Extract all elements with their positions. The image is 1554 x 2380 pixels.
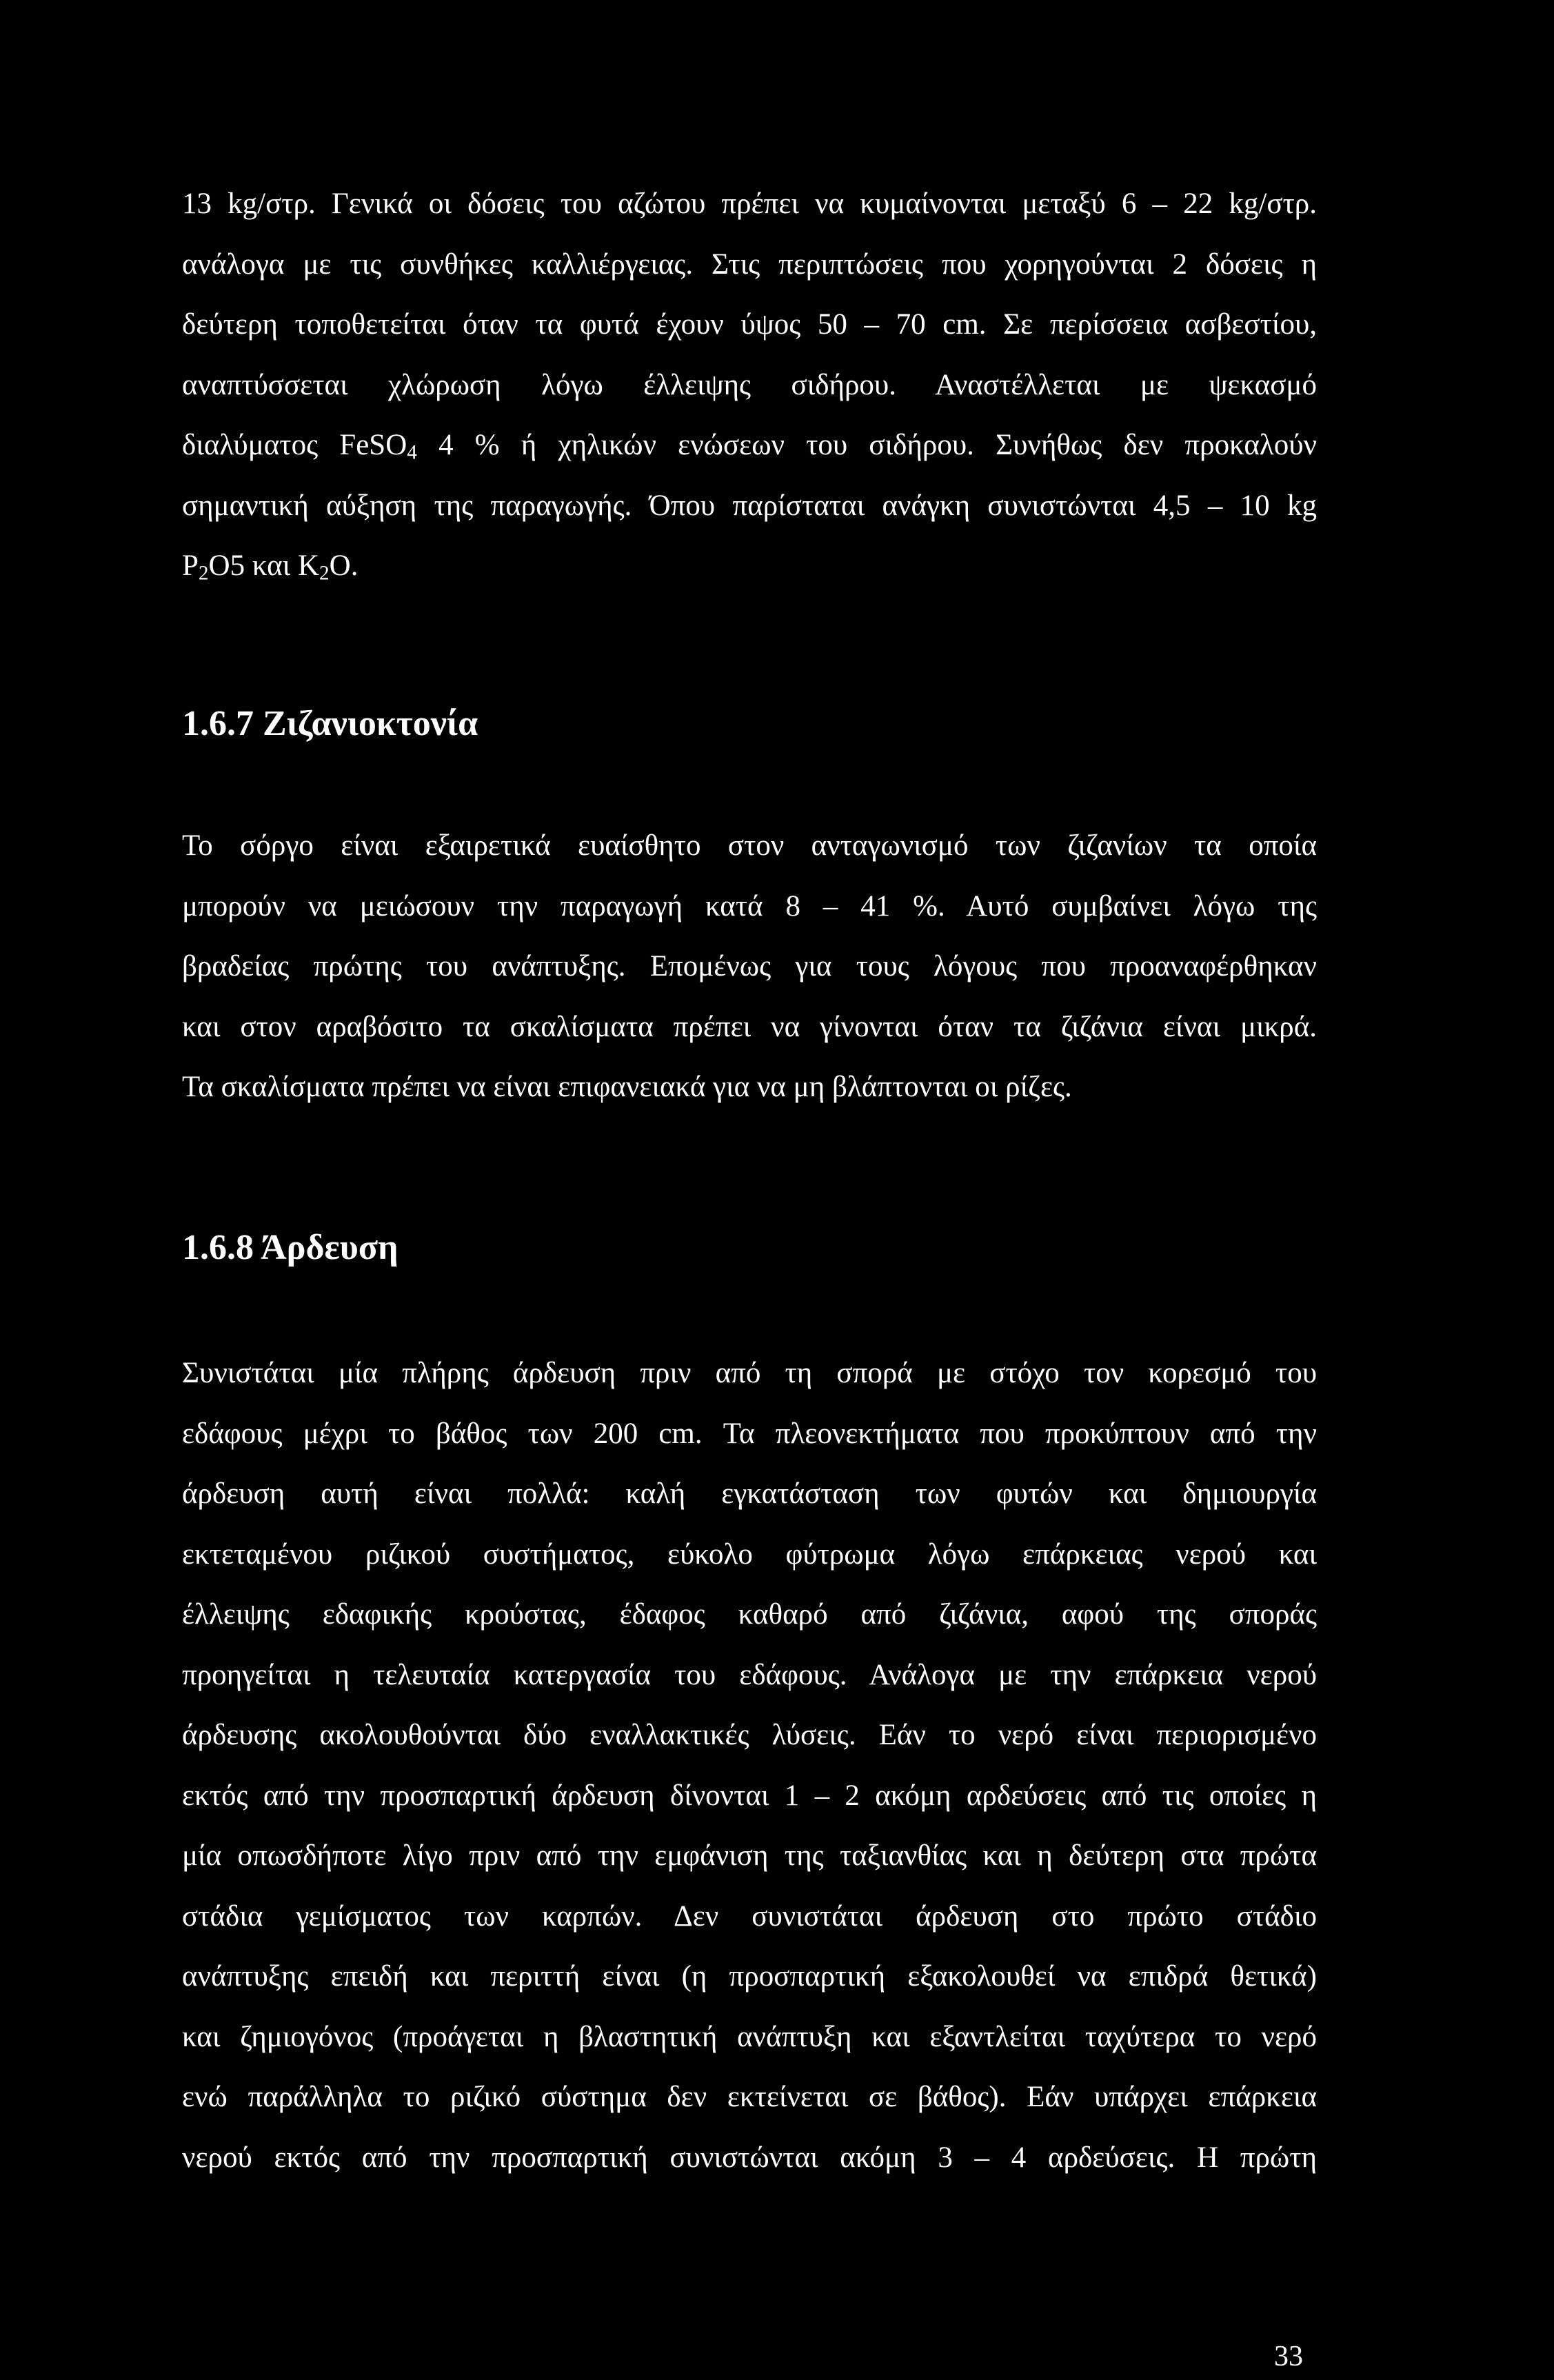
text-line: μπορούν να μειώσουν την παραγωγή κατά 8 – 41 %. Αυτό συμβαίνει λόγω της [182, 889, 1317, 922]
paragraph-weed-control [182, 816, 1317, 1118]
text-line: βραδείας πρώτης του ανάπτυξης. Επομένως για τους λόγους που προαναφέρθηκαν [182, 950, 1317, 982]
text-line: έλλειψης εδαφικής κρούστας, έδαφος καθαρό από ζιζάνια, αφού της σποράς [182, 1598, 1317, 1631]
text-line: εδάφους μέχρι το βάθος των 200 cm. Τα πλεονεκτήματα που προκύπτουν από την [182, 1417, 1317, 1450]
text-line: εκτός από την προσπαρτική άρδευση δίνονται 1 – 2 ακόμη αρδεύσεις από τις οποίες η [182, 1779, 1317, 1812]
section-heading-weed-control: 1.6.7 Ζιζανιοκτονία [182, 704, 478, 743]
text-line: σημαντική αύξηση της παραγωγής. Όπου παρίσταται ανάγκη συνιστώνται 4,5 – 10 kg [182, 489, 1317, 522]
text-line: νερού εκτός από την προσπαρτική συνιστώνται ακόμη 3 – 4 αρδεύσεις. Η πρώτη [182, 2141, 1317, 2174]
text-line: στάδια γεμίσματος των καρπών. Δεν συνιστάται άρδευση στο πρώτο στάδιο [182, 1899, 1317, 1933]
text-line: και στον αραβόσιτο τα σκαλίσματα πρέπει να γίνονται όταν τα ζιζάνια είναι μικρά. [182, 1010, 1317, 1043]
text-line: εκτεταμένου ριζικού συστήματος, εύκολο φύτρωμα λόγω επάρκειας νερού και [182, 1537, 1317, 1571]
text-line: άρδευση αυτή είναι πολλά: καλή εγκατάσταση των φυτών και δημιουργία [182, 1478, 1317, 1510]
page-number: 33 [1274, 2341, 1303, 2372]
paragraph-irrigation [182, 1343, 1317, 2188]
text-line: $P_2O5$ και $K_2O$. [182, 549, 359, 585]
text-line: ενώ παράλληλα το ριζικό σύστημα δεν εκτείνεται σε βάθος). Εάν υπάρχει επάρκεια [182, 2081, 1317, 2113]
text-line: 13 kg/στρ. Γενικά οι δόσεις του αζώτου πρέπει να κυμαίνονται μεταξύ 6 – 22 kg/στρ. [182, 188, 1317, 220]
text-line: ανάλογα με τις συνθήκες καλλιέργειας. Στις περιπτώσεις που χορηγούνται 2 δόσεις η [182, 248, 1317, 281]
text-line: αναπτύσσεται χλώρωση λόγω έλλειψης σιδήρου. Αναστέλλεται με ψεκασμό [182, 368, 1317, 401]
text-line: άρδευσης ακολουθούνται δύο εναλλακτικές λύσεις. Εάν το νερό είναι περιορισμένο [182, 1719, 1317, 1751]
section-heading-irrigation: 1.6.8 Άρδευση [182, 1228, 398, 1267]
text-line: μία οπωσδήποτε λίγο πριν από την εμφάνιση της ταξιανθίας και η δεύτερη στα πρώτα [182, 1839, 1317, 1872]
text-line: Συνιστάται μία πλήρης άρδευση πριν από τη σπορά με στόχο τον κορεσμό του [182, 1357, 1317, 1389]
text-line: διαλύματος FeSO$_4$ 4 % ή χηλικών ενώσεων του σιδήρου. Συνήθως δεν προκαλούν [182, 429, 1317, 464]
text-line: και ζημιογόνος (προάγεται η βλαστητική ανάπτυξη και εξαντλείται ταχύτερα το νερό [182, 2020, 1317, 2053]
text-line: ανάπτυξης επειδή και περιττή είναι (η προσπαρτική εξακολουθεί να επιδρά θετικά) [182, 1960, 1317, 1993]
text-line: δεύτερη τοποθετείται όταν τα φυτά έχουν ύψος 50 – 70 cm. Σε περίσσεια ασβεστίου, [182, 308, 1317, 341]
text-line: προηγείται η τελευταία κατεργασία του εδάφους. Ανάλογα με την επάρκεια νερού [182, 1658, 1317, 1691]
text-line: Το σόργο είναι εξαιρετικά ευαίσθητο στον ανταγωνισμό των ζιζανίων τα οποία [182, 829, 1317, 862]
text-line: Τα σκαλίσματα πρέπει να είναι επιφανειακά για να μη βλάπτονται οι ρίζες. [182, 1071, 1072, 1103]
paragraph-fertilization [182, 174, 1317, 596]
